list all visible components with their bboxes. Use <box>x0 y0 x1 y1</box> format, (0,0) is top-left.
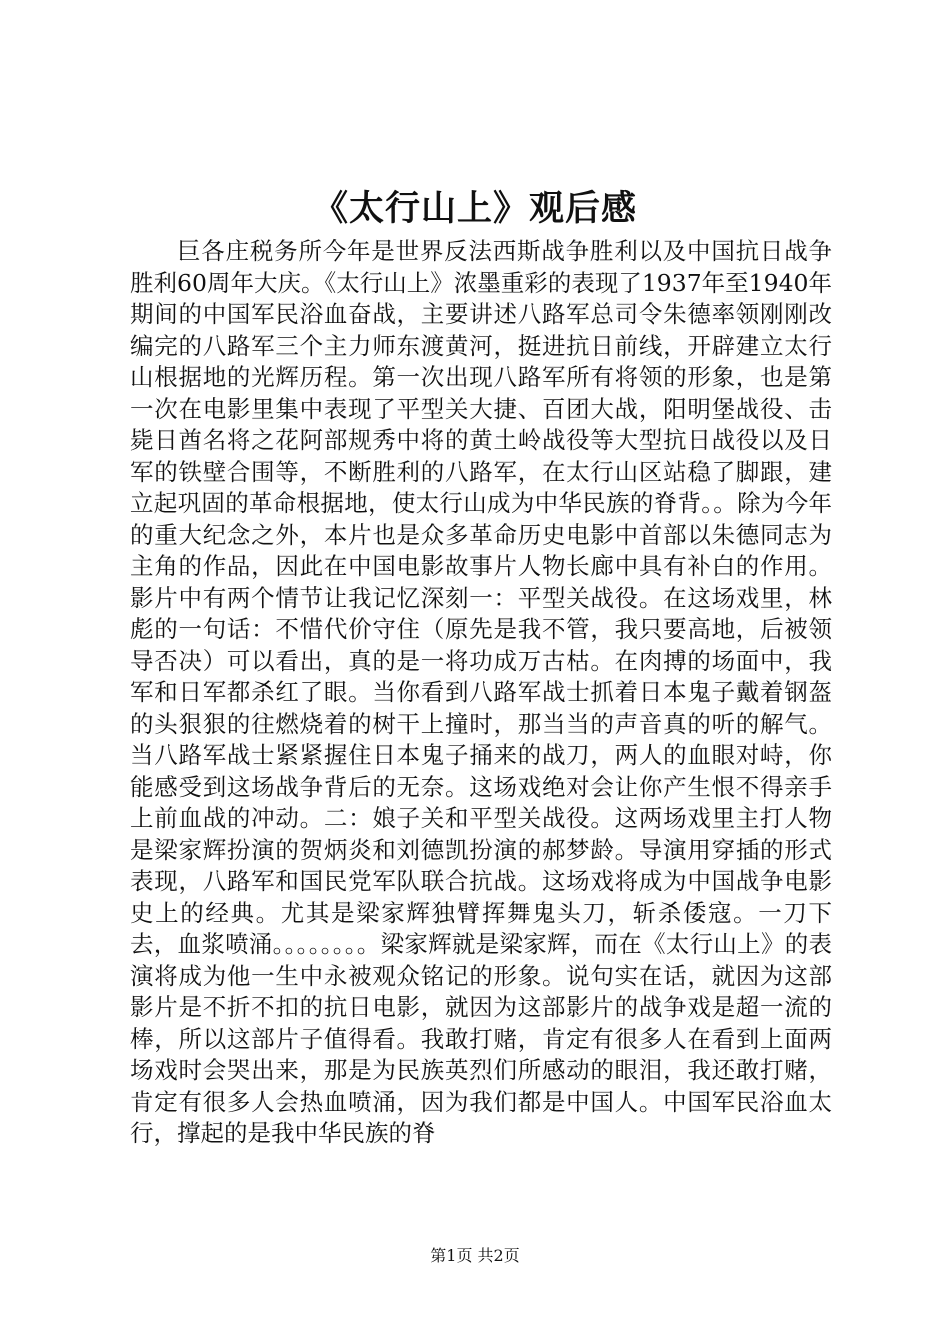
document-body-paragraph: 巨各庄税务所今年是世界反法西斯战争胜利以及中国抗日战争胜利60周年大庆。《太行山上》浓墨重彩的表现了1937年至1940年期间的中国军民浴血奋战，主要讲述八路军总司令朱德率领刚刚改编完的八路军三个主力师东渡黄河，挺进抗日前线，开辟建立太行山根据地的光辉历程。第一次出现八路军所有将领的形象，也是第一次在电影里集中表现了平型关大捷、百团大战，阳明堡战役、击毙日酋名将之花阿部规秀中将的黄土岭战役等大型抗日战役以及日军的铁壁合围等，不断胜利的八路军，在太行山区站稳了脚跟，建立起巩固的革命根据地，使太行山成为中华民族的脊背。。除为今年的重大纪念之外，本片也是众多革命历史电影中首部以朱德同志为主角的作品，因此在中国电影故事片人物长廊中具有补白的作用。影片中有两个情节让我记忆深刻一：平型关战役。在这场戏里，林彪的一句话：不惜代价守住（原先是我不管，我只要高地，后被领导否决）可以看出，真的是一将功成万古枯。在肉搏的场面中，我军和日军都杀红了眼。当你看到八路军战士抓着日本鬼子戴着钢盔的头狠狠的往燃烧着的树干上撞时，那当当的声音真的听的解气。当八路军战士紧紧握住日本鬼子捅来的战刀，两人的血眼对峙，你能感受到这场战争背后的无奈。这场戏绝对会让你产生恨不得亲手上前血战的冲动。二：娘子关和平型关战役。这两场戏里主打人物是梁家辉扮演的贺炳炎和刘德凯扮演的郝梦龄。导演用穿插的形式表现，八路军和国民党军队联合抗战。这场戏将成为中国战争电影史上的经典。尤其是梁家辉独臂挥舞鬼头刀，斩杀倭寇。一刀下去，血浆喷涌。。。。。。。。梁家辉就是梁家辉，而在《太行山上》的表演将成为他一生中永被观众铭记的形象。说句实在话，就因为这部影片是不折不扣的抗日电影，就因为这部影片的战争戏是超一流的棒，所以这部片子值得看。我敢打赌，肯定有很多人在看到上面两场戏时会哭出来，那是为民族英烈们所感动的眼泪，我还敢打赌，肯定有很多人会热血喷涌，因为我们都是中国人。中国军民浴血太行，撑起的是我中华民族的脊 <box>130 237 832 1147</box>
document-title: 《太行山上》观后感 <box>312 188 637 229</box>
page-number-footer: 第1页 共2页 <box>430 1246 520 1265</box>
